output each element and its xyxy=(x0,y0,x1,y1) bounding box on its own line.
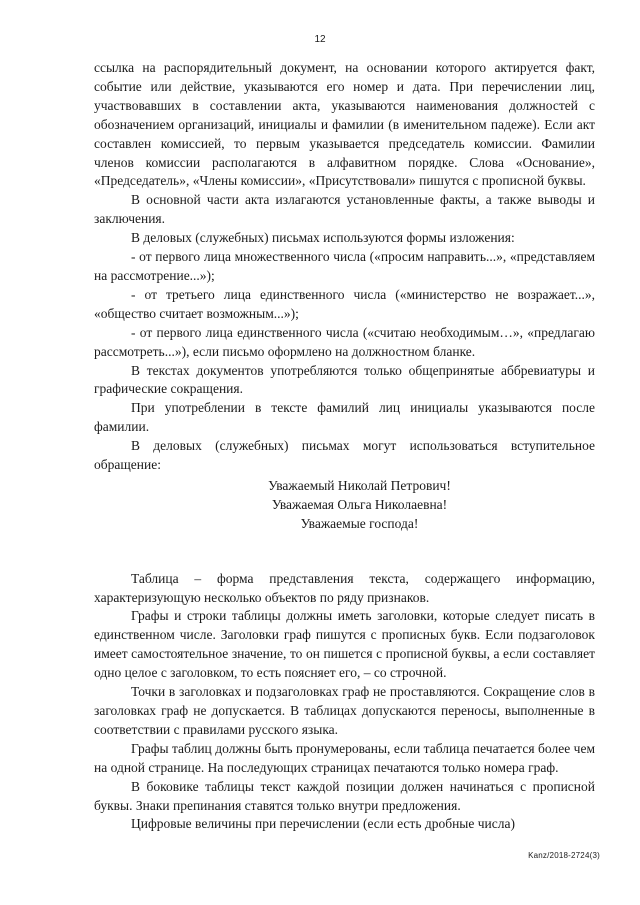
paragraph: В текстах документов употребляются только общепринятые аббревиатуры и графические сокращения. xyxy=(94,362,595,397)
paragraph: Таблица – форма представления текста, содержащего информацию, характеризующую несколько объектов по ряду признаков. xyxy=(94,570,595,605)
document-body xyxy=(94,59,595,834)
paragraph: - от третьего лица единственного числа («министерство не возражает...», «общество считает возможным...»); xyxy=(94,286,595,321)
paragraphs-top xyxy=(94,59,595,475)
paragraph: В основной части акта излагаются установленные факты, а также выводы и заключения. xyxy=(94,192,595,227)
salutation-line: Уважаемые господа! xyxy=(300,515,419,531)
paragraph: Графы и строки таблицы должны иметь заголовки, которые следует писать в единственном числе. Заголовки граф пишутся с прописных букв. Если подзаголовок имеет самостоятельное значение, то он пишется с прописной буквы, а если составляет одно целое с заголовком, то есть поясняет его, – со строчной. xyxy=(94,608,595,681)
page-number: 12 xyxy=(314,34,326,45)
paragraph: В боковике таблицы текст каждой позиции должен начинаться с прописной буквы. Знаки препинания ставятся только внутри предложения. xyxy=(94,778,595,813)
paragraph: - от первого лица множественного числа («просим направить...», «представляем на рассмотрение...»); xyxy=(94,249,595,283)
document-code: Kanz/2018-2724(3) xyxy=(528,851,600,860)
paragraph: Цифровые величины при перечислении (если есть дробные числа) xyxy=(131,816,515,832)
salutations-block xyxy=(94,477,595,534)
salutation-line: Уважаемый Николай Петрович! xyxy=(268,477,451,493)
paragraph: - от первого лица единственного числа («считаю необходимым…», «предлагаю рассмотреть...»), если письмо оформлено на должностном бланке. xyxy=(94,324,595,359)
salutation-line: Уважаемая Ольга Николаевна! xyxy=(271,496,448,512)
paragraph: Графы таблиц должны быть пронумерованы, если таблица печатается более чем на одной странице. На последующих страницах печатаются только номера граф. xyxy=(94,740,595,775)
paragraphs-bottom xyxy=(94,570,595,835)
paragraph: Точки в заголовках и подзаголовках граф не проставляются. Сокращение слов в заголовках граф не допускается. В таблицах допускаются переносы, выполненные в соответствии с правилами русского языка. xyxy=(94,684,595,737)
section-gap xyxy=(94,534,595,570)
paragraph: При употреблении в тексте фамилий лиц инициалы указываются после фамилии. xyxy=(94,400,595,435)
paragraph: В деловых (служебных) письмах могут использоваться вступительное обращение: xyxy=(94,438,595,473)
paragraph: ссылка на распорядительный документ, на основании которого актируется факт, событие или действие, указываются его номер и дата. При перечислении лиц, участвовавших в составлении акта, указываются наименования должностей с обозначением организаций, инициалы и фамилии (в именительном падеже). Если акт составлен комиссией, то первым указывается председатель комиссии. Фамилии членов комиссии располагаются в алфавитном порядке. Слова «Основание», «Председатель», «Члены комиссии», «Присутствовали» пишутся с прописной буквы. xyxy=(94,60,595,189)
paragraph: В деловых (служебных) письмах используются формы изложения: xyxy=(131,230,515,246)
